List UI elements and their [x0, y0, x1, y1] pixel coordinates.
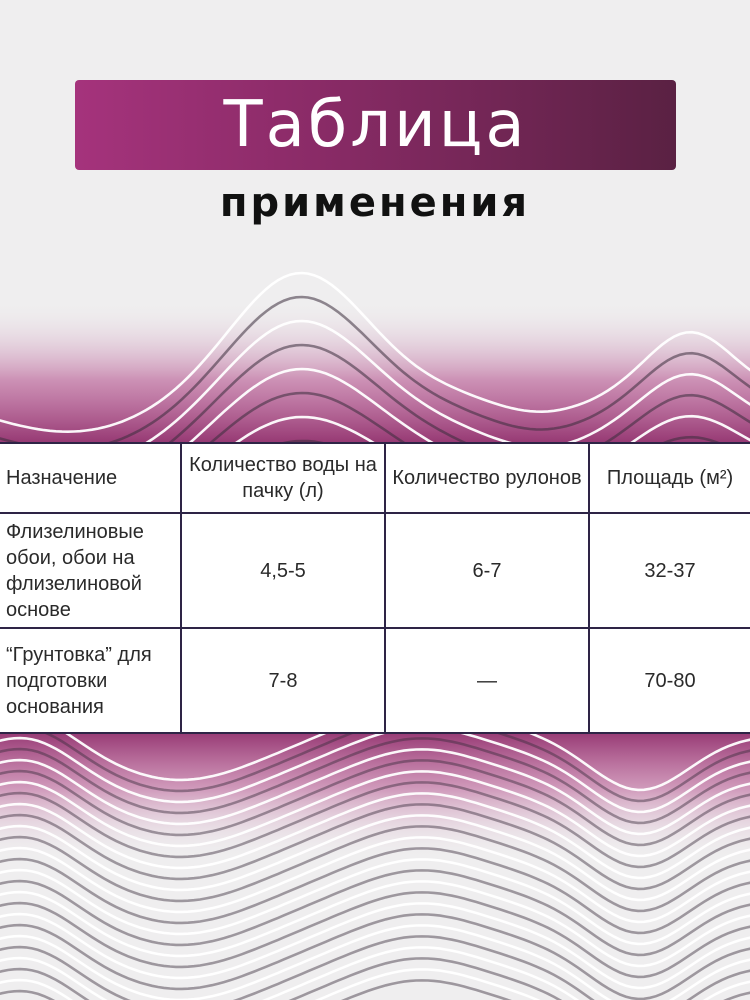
wave-line [0, 969, 750, 1000]
table-cell: “Грунтовка” для подготовки основания [0, 628, 181, 733]
column-header: Количество рулонов [385, 443, 589, 513]
table-header-row [0, 443, 750, 513]
table-row [0, 513, 750, 628]
column-header: Назначение [0, 443, 181, 513]
table-row [0, 628, 750, 733]
column-header: Площадь (м²) [589, 443, 750, 513]
column-header: Количество воды на пачку (л) [181, 443, 385, 513]
page-title: Таблица [223, 88, 528, 162]
wave-line [0, 936, 750, 1000]
page-subtitle: применения [219, 180, 531, 226]
table-cell: 32-37 [589, 513, 750, 628]
table-cell: — [385, 628, 589, 733]
table-cell: 4,5-5 [181, 513, 385, 628]
table-cell: 7-8 [181, 628, 385, 733]
title-banner [75, 80, 676, 170]
table-cell: 6-7 [385, 513, 589, 628]
table-cell: 70-80 [589, 628, 750, 733]
usage-table [0, 442, 750, 734]
table-cell: Флизелиновые обои, обои на флизелиновой основе [0, 513, 181, 628]
